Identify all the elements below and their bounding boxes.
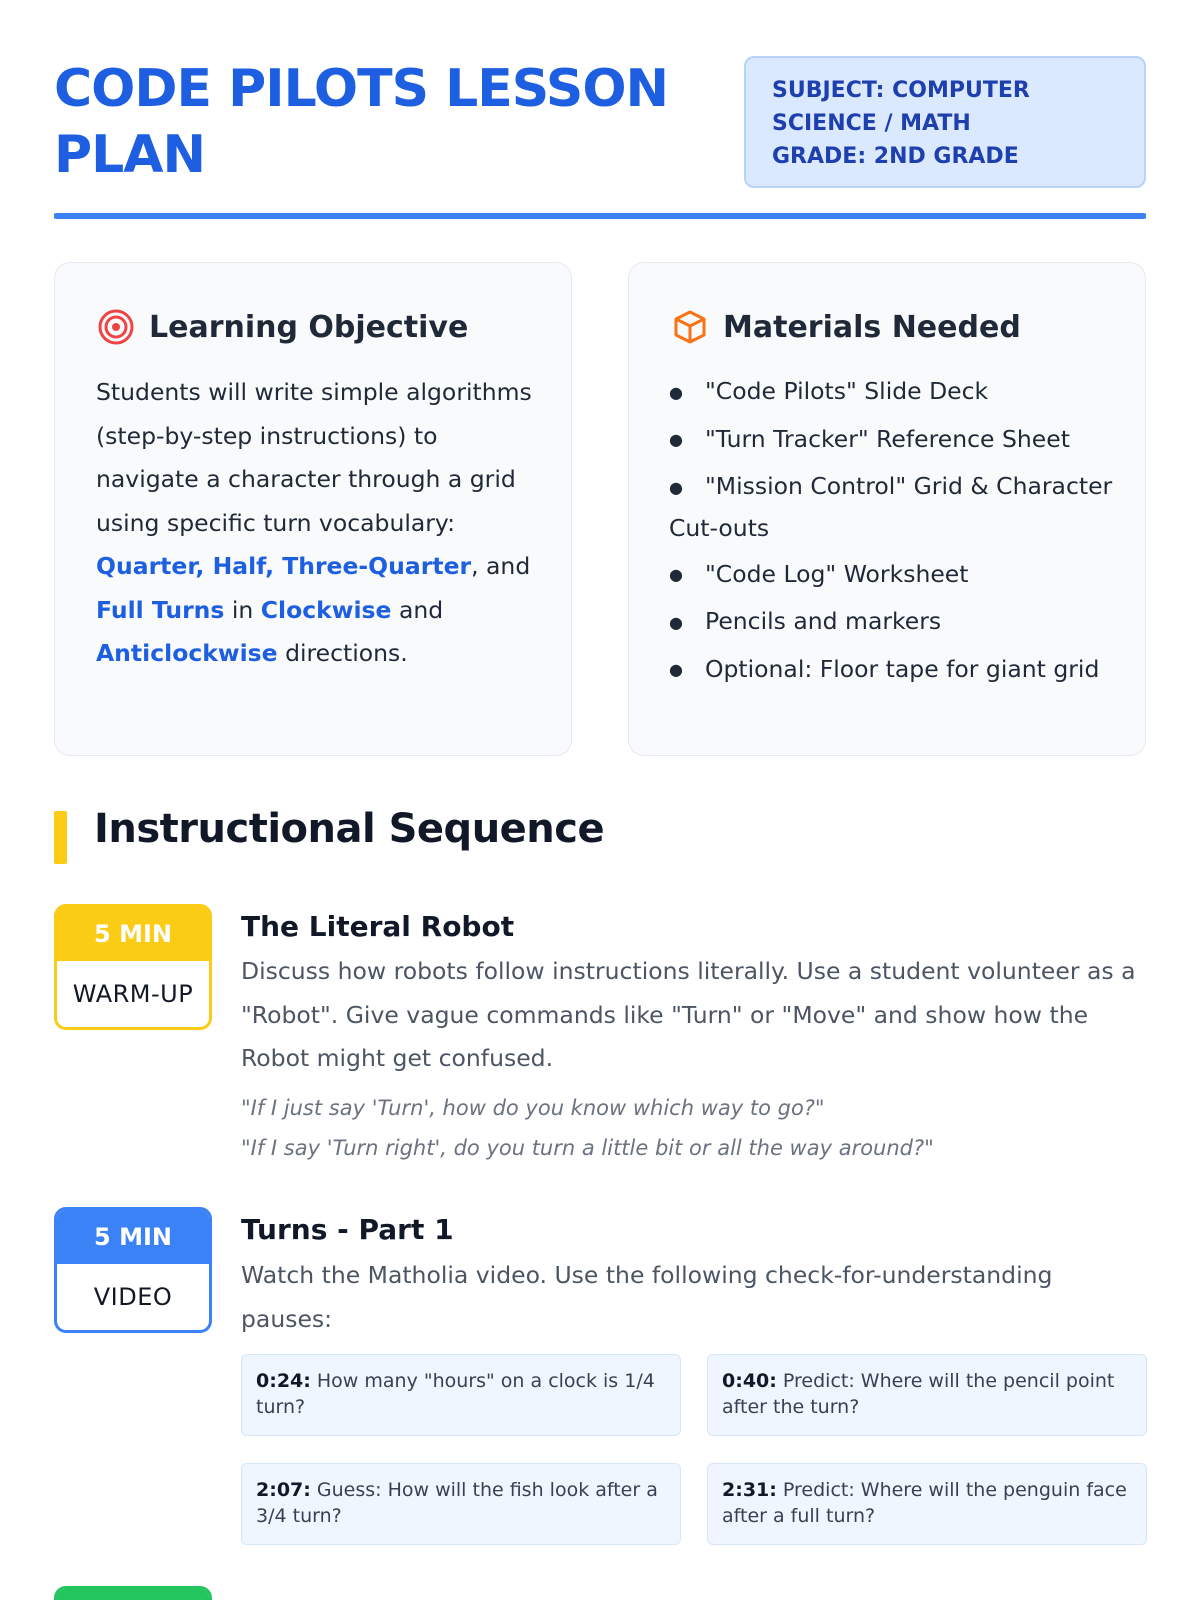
objective-joiner: and <box>391 595 444 624</box>
pause-timestamp: 2:07: <box>256 1479 311 1501</box>
pause-question: How many "hours" on a clock is 1/4 turn? <box>256 1370 655 1418</box>
material-label: "Turn Tracker" Reference Sheet <box>705 424 1070 453</box>
pause-question: Predict: Where will the pencil point after the turn? <box>722 1370 1115 1418</box>
step-title: Turns - Part 1 <box>241 1213 454 1246</box>
objective-heading: Learning Objective <box>149 309 469 345</box>
material-label: "Code Pilots" Slide Deck <box>705 377 989 405</box>
pause-timestamp: 2:31: <box>722 1479 777 1501</box>
discussion-quote: "If I say 'Turn right', do you turn a little bit or all the way around?" <box>241 1136 934 1160</box>
target-icon <box>97 308 135 346</box>
step-time: 5 MIN <box>57 1210 209 1264</box>
pause-question: Guess: How will the fish look after a 3/4 turn? <box>256 1479 658 1527</box>
material-label: Optional: Floor tape for giant grid <box>705 654 1100 683</box>
video-pause-card <box>707 1354 1147 1436</box>
list-item: ● "Turn Tracker" Reference Sheet <box>669 424 1070 453</box>
video-pause-card <box>241 1463 681 1545</box>
list-item: ● "Code Log" Worksheet <box>669 559 969 588</box>
subject-label: SUBJECT: COMPUTER SCIENCE / MATH <box>772 78 1030 136</box>
header-divider <box>54 213 1146 219</box>
pause-question: Predict: Where will the penguin face after a full turn? <box>722 1479 1127 1527</box>
step-kind: VIDEO <box>93 1283 173 1311</box>
video-pause-card <box>707 1463 1147 1545</box>
list-item: ● "Code Pilots" Slide Deck <box>669 377 989 405</box>
box-icon <box>671 308 709 346</box>
objective-heading-row <box>97 307 468 347</box>
step-kind: WARM-UP <box>72 980 194 1008</box>
step-description: Discuss how robots follow instructions literally. Use a student volunteer as a "Robot". Give vague commands like "Turn" or "Move" and show how the Robot might get confused. <box>241 957 1136 1072</box>
grade-label: GRADE: 2ND GRADE <box>772 144 1019 169</box>
list-item: ● Optional: Floor tape for giant grid <box>669 654 1100 683</box>
objective-joiner: in <box>224 595 261 624</box>
objective-intro: Students will write simple algorithms (step-by-step instructions) to navigate a character through a grid using specific turn vocabulary: <box>96 378 532 537</box>
lesson-plan-page <box>54 0 1146 1600</box>
step-title: The Literal Robot <box>241 910 515 943</box>
materials-card <box>628 262 1146 756</box>
term-quarter-half: Quarter, Half, Three-Quarter <box>96 552 472 580</box>
video-badge <box>54 1207 212 1333</box>
video-pause-card <box>241 1354 681 1436</box>
objective-outro: directions. <box>277 639 408 667</box>
step-time: 5 MIN <box>57 907 209 961</box>
list-item: ● "Mission Control" Grid & Character Cut-outs <box>669 472 1113 542</box>
page-title: CODE PILOTS LESSON PLAN <box>54 59 669 185</box>
materials-heading: Materials Needed <box>723 309 1021 345</box>
section-title: Instructional Sequence <box>94 806 605 852</box>
subject-grade-box <box>744 56 1146 188</box>
next-step-badge <box>54 1586 212 1600</box>
material-label: "Mission Control" Grid & Character Cut-outs <box>669 472 1113 542</box>
discussion-quote: "If I just say 'Turn', how do you know which way to go?" <box>241 1096 825 1120</box>
objective-card <box>54 262 572 756</box>
objective-text <box>96 371 536 676</box>
materials-heading-row <box>671 307 1021 347</box>
list-item: ● Pencils and markers <box>669 607 942 635</box>
pause-timestamp: 0:40: <box>722 1370 777 1392</box>
header <box>54 56 1146 216</box>
step-description: Watch the Matholia video. Use the following check-for-understanding pauses: <box>241 1261 1053 1333</box>
term-clockwise: Clockwise <box>260 595 392 624</box>
material-label: Pencils and markers <box>705 607 942 635</box>
term-full-turns: Full Turns <box>96 595 225 624</box>
step-time-band <box>57 1589 209 1600</box>
term-anticlockwise: Anticlockwise <box>96 639 278 667</box>
warmup-badge <box>54 904 212 1030</box>
objective-joiner: , and <box>471 552 531 580</box>
pause-timestamp: 0:24: <box>256 1370 311 1392</box>
section-accent-bar <box>54 811 67 864</box>
materials-list <box>669 371 1119 696</box>
material-label: "Code Log" Worksheet <box>705 559 969 588</box>
